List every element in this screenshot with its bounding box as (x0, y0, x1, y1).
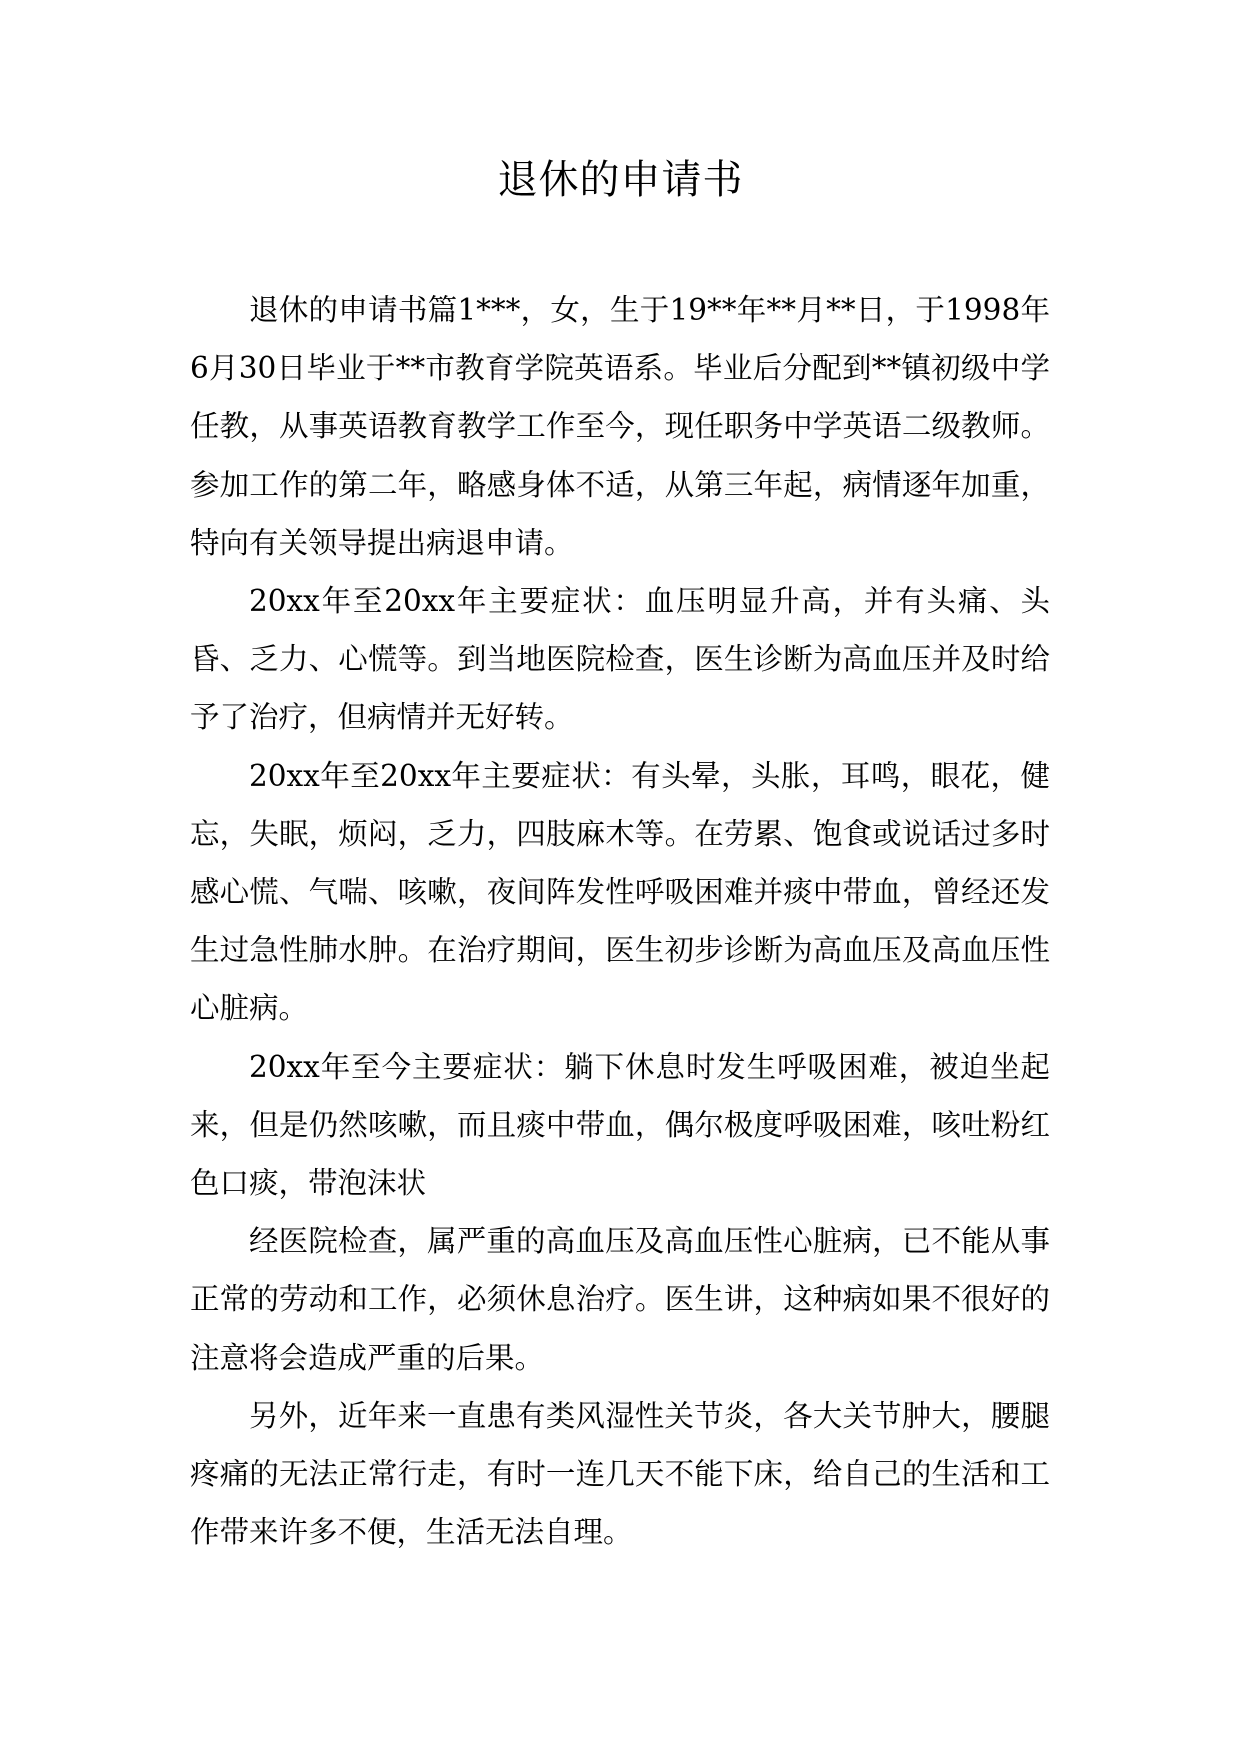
paragraph-1: 退休的申请书篇1***，女，生于19**年**月**日，于1998年6月30日毕业于**市教育学院英语系。毕业后分配到**镇初级中学任教，从事英语教育教学工作至今，现任职务中学英语二级教师。参加工作的第二年，略感身体不适，从第三年起，病情逐年加重，特向有关领导提出病退申请。 (190, 293, 1050, 560)
document-title: 退休的申请书 (497, 157, 744, 203)
paragraph-4: 20xx年至今主要症状：躺下休息时发生呼吸困难，被迫坐起来，但是仍然咳嗽，而且痰中带血，偶尔极度呼吸困难，咳吐粉红色口痰，带泡沫状 (190, 1049, 1050, 1201)
paragraph-6: 另外，近年来一直患有类风湿性关节炎，各大关节肿大，腰腿疼痛的无法正常行走，有时一连几天不能下床，给自己的生活和工作带来许多不便，生活无法自理。 (190, 1398, 1050, 1550)
paragraph-3: 20xx年至20xx年主要症状：有头晕，头胀，耳鸣，眼花，健忘，失眠，烦闷，乏力，四肢麻木等。在劳累、饱食或说话过多时感心慌、气喘、咳嗽，夜间阵发性呼吸困难并痰中带血，曾经还发生过急性肺水肿。在治疗期间，医生初步诊断为高血压及高血压性心脏病。 (190, 758, 1050, 1026)
paragraph-5: 经医院检查，属严重的高血压及高血压性心脏病，已不能从事正常的劳动和工作，必须休息治疗。医生讲，这种病如果不很好的注意将会造成严重的后果。 (190, 1224, 1050, 1375)
document-body (190, 281, 1050, 1561)
paragraph-2: 20xx年至20xx年主要症状：血压明显升高，并有头痛、头昏、乏力、心慌等。到当地医院检查，医生诊断为高血压并及时给予了治疗，但病情并无好转。 (190, 584, 1050, 735)
